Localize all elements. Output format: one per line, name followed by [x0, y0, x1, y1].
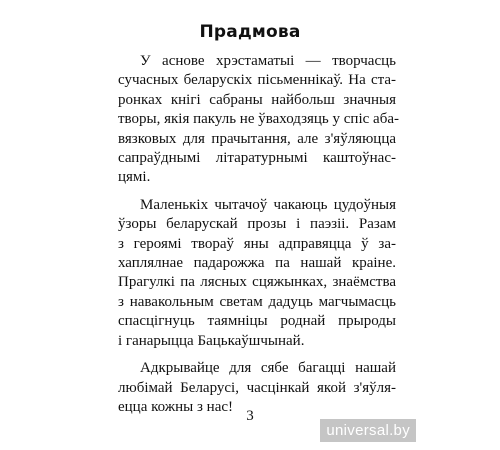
body-text — [118, 52, 399, 425]
page-title: Прадмова — [199, 22, 301, 42]
text-line: сучасных беларускіх пісьменнікаў. На ста- — [118, 72, 396, 89]
text-line: Маленькіх чытачоў чакаюць цудоўныя — [140, 196, 396, 213]
watermark: universal.by — [320, 419, 416, 442]
paragraph-2 — [118, 196, 396, 351]
text-line: і ганарыцца Бацькаўшчынай. — [118, 332, 305, 349]
text-line: творы, якія пакуль не ўваходзяць у спіс аба- — [118, 111, 399, 128]
text-line: ецца кожны з нас! — [118, 398, 234, 415]
text-line: цямі. — [118, 169, 151, 186]
text-line: ронках кнігі сабраны найбольш значныя — [118, 91, 396, 108]
text-line: спасцігнуць таямніцы роднай прыроды — [118, 313, 396, 330]
text-line: Адкрывайце для сябе багацці нашай — [140, 360, 396, 377]
text-line: з героямі твораў яны адправяцца ў за- — [118, 235, 396, 252]
text-line: любімай Беларусі, часцінкай якой з'яўля- — [118, 379, 396, 396]
text-line: з навакольным светам дадуць магчымасць — [118, 293, 396, 310]
text-line: хаплялнае падарожжа па нашай краіне. — [118, 255, 396, 272]
text-line: сапраўднымі літаратурнымі каштоўнас- — [118, 150, 396, 167]
text-line: Прагулкі па лясных сцяжынках, знаёмства — [118, 274, 396, 291]
paragraph-1 — [118, 52, 399, 188]
text-line: У аснове хрэстаматыі — творчасць — [140, 53, 396, 69]
page-number: 3 — [246, 408, 254, 424]
text-line: ўзоры беларускай прозы і паэзіі. Разам — [118, 216, 396, 233]
text-line: вязковых для прачытання, але з'яўляюцца — [118, 130, 396, 147]
